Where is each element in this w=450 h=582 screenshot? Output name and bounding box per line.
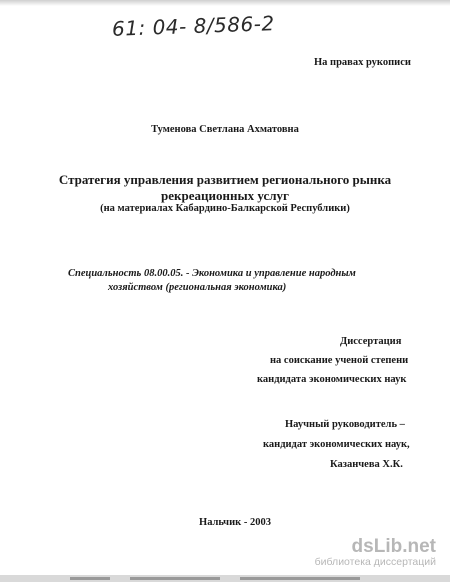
watermark-subtitle: библиотека диссертаций <box>314 556 436 568</box>
degree-line-2: на соискание ученой степени <box>270 355 409 366</box>
title-line-1: Стратегия управления развитием регионального рынка <box>58 172 392 187</box>
degree-line-1: Диссертация <box>340 336 402 347</box>
author-name: Туменова Светлана Ахматовна <box>151 124 299 135</box>
watermark-brand: dsLib.net <box>351 536 436 557</box>
handwritten-catalog-code: 61: 04- 8/586-2 <box>111 11 276 41</box>
supervisor-line-1: Научный руководитель – <box>285 419 405 430</box>
city-year: Нальчик - 2003 <box>199 517 271 528</box>
scan-edge-top <box>0 0 450 6</box>
specialty-line-1: Специальность 08.00.05. - Экономика и управление народным <box>68 268 356 279</box>
supervisor-line-2: кандидат экономических наук, <box>263 439 410 450</box>
title-line-2: рекреационных услуг <box>161 188 289 203</box>
rights-notice: На правах рукописи <box>314 57 411 68</box>
title-subtitle: (на материалах Кабардино-Балкарской Республики) <box>100 203 350 214</box>
specialty-line-2: хозяйством (региональная экономика) <box>108 282 287 293</box>
degree-line-3: кандидата экономических наук <box>257 374 407 385</box>
supervisor-name: Казанчева Х.К. <box>330 459 403 470</box>
watermark-logo <box>315 536 436 568</box>
scan-edge-bottom <box>0 575 450 582</box>
